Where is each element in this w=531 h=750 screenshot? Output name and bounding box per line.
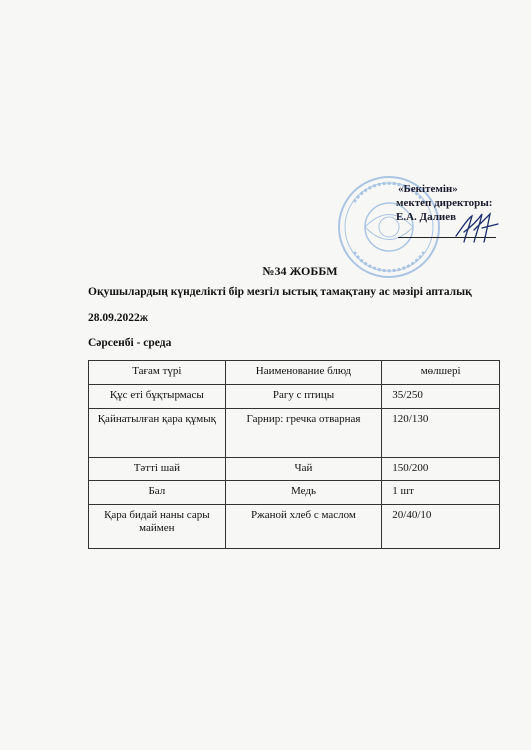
table-row xyxy=(89,385,500,409)
cell-dish-type: Қара бидай наны сары маймен xyxy=(89,505,226,549)
approval-line-2: мектеп директоры: xyxy=(396,197,493,209)
school-name: №34 ЖОББМ xyxy=(262,264,338,278)
table-row xyxy=(89,481,500,505)
cell-dish-name: Рагу с птицы xyxy=(225,385,382,409)
signature-line xyxy=(398,237,496,238)
cell-dish-name: Гарнир: гречка отварная xyxy=(225,409,382,458)
cell-portion: 35/250 xyxy=(382,385,500,409)
cell-dish-type: Бал xyxy=(89,481,226,505)
table-row xyxy=(89,505,500,549)
approval-line-3: Е.А. Далиев xyxy=(396,211,457,223)
cell-dish-type: Қайнатылған қара құмық xyxy=(89,409,226,458)
cell-portion: 20/40/10 xyxy=(382,505,500,549)
cell-portion: 150/200 xyxy=(382,458,500,481)
cell-dish-name: Медь xyxy=(225,481,382,505)
cell-dish-type: Тәтті шай xyxy=(89,458,226,481)
menu-table xyxy=(88,360,500,549)
cell-portion: 120/130 xyxy=(382,409,500,458)
menu-date: 28.09.2022ж xyxy=(88,312,149,324)
director-signature xyxy=(452,210,502,246)
table-row xyxy=(89,409,500,458)
approval-line-1: «Бекітемін» xyxy=(398,183,458,195)
cell-portion: 1 шт xyxy=(382,481,500,505)
header-portion: мөлшері xyxy=(382,361,500,385)
weekday-label: Сәрсенбі - среда xyxy=(88,337,172,349)
menu-title: Оқушылардың күнделікті бір мезгіл ыстық тамақтану ас мәзірі апталық xyxy=(88,286,472,298)
table-header-row xyxy=(89,361,500,385)
cell-dish-type: Құс еті бұқтырмасы xyxy=(89,385,226,409)
cell-dish-name: Чай xyxy=(225,458,382,481)
header-dish-name: Наименование блюд xyxy=(225,361,382,385)
table-row xyxy=(89,458,500,481)
cell-dish-name: Ржаной хлеб с маслом xyxy=(225,505,382,549)
header-dish-type: Тағам түрі xyxy=(89,361,226,385)
